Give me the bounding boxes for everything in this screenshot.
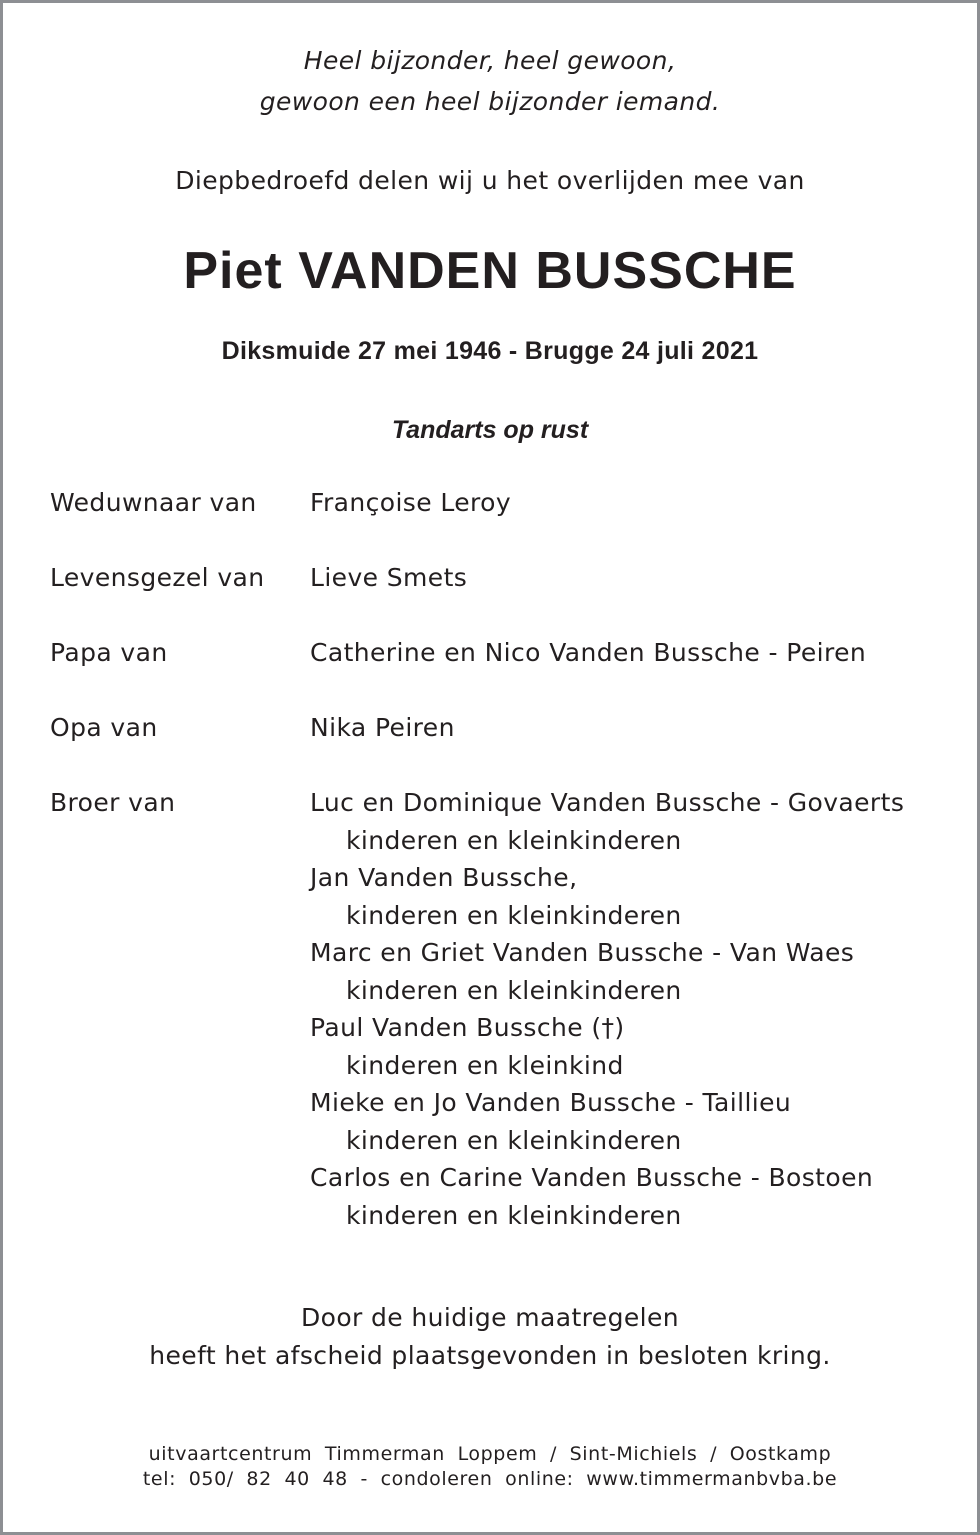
sibling-descendants: kinderen en kleinkinderen [346,826,682,855]
sibling-name: Paul Vanden Bussche (†) [310,1013,625,1042]
quote-line-2: gewoon een heel bijzonder iemand. [259,87,721,116]
relation-label: Opa van [50,713,158,742]
sibling-name: Carlos en Carine Vanden Bussche - Bostoen [310,1163,874,1192]
relation-value: Françoise Leroy [310,488,512,517]
sibling-descendants: kinderen en kleinkinderen [346,976,682,1005]
relation-value: Nika Peiren [310,713,455,742]
sibling-descendants: kinderen en kleinkind [346,1051,624,1080]
contact-footer: tel: 050/ 82 40 48 - condoleren online: www.timmermanbvba.be [142,1468,838,1490]
intro-text: Diepbedroefd delen wij u het overlijden mee van [175,166,805,195]
birth-death-dates: Diksmuide 27 mei 1946 - Brugge 24 juli 2021 [221,337,759,365]
deceased-name: Piet VANDEN BUSSCHE [183,242,797,300]
sibling-descendants: kinderen en kleinkinderen [346,1126,682,1155]
relation-label: Weduwnaar van [50,488,257,517]
profession: Tandarts op rust [391,416,589,444]
relation-value: Catherine en Nico Vanden Bussche - Peiren [310,638,867,667]
sibling-name: Marc en Griet Vanden Bussche - Van Waes [310,938,855,967]
relation-value: Lieve Smets [310,563,468,592]
relation-label: Levensgezel van [50,563,265,592]
sibling-name: Luc en Dominique Vanden Bussche - Govaerts [310,788,905,817]
relation-label: Broer van [50,788,176,817]
quote-line-1: Heel bijzonder, heel gewoon, [303,46,677,75]
sibling-descendants: kinderen en kleinkinderen [346,901,682,930]
sibling-name: Mieke en Jo Vanden Bussche - Taillieu [310,1088,792,1117]
funeral-home-footer: uitvaartcentrum Timmerman Loppem / Sint-Michiels / Oostkamp [148,1443,832,1465]
closing-line-2: heeft het afscheid plaatsgevonden in besloten kring. [149,1341,831,1370]
relation-label: Papa van [50,638,168,667]
closing-line-1: Door de huidige maatregelen [300,1303,680,1332]
sibling-name: Jan Vanden Bussche, [310,863,578,892]
sibling-descendants: kinderen en kleinkinderen [346,1201,682,1230]
